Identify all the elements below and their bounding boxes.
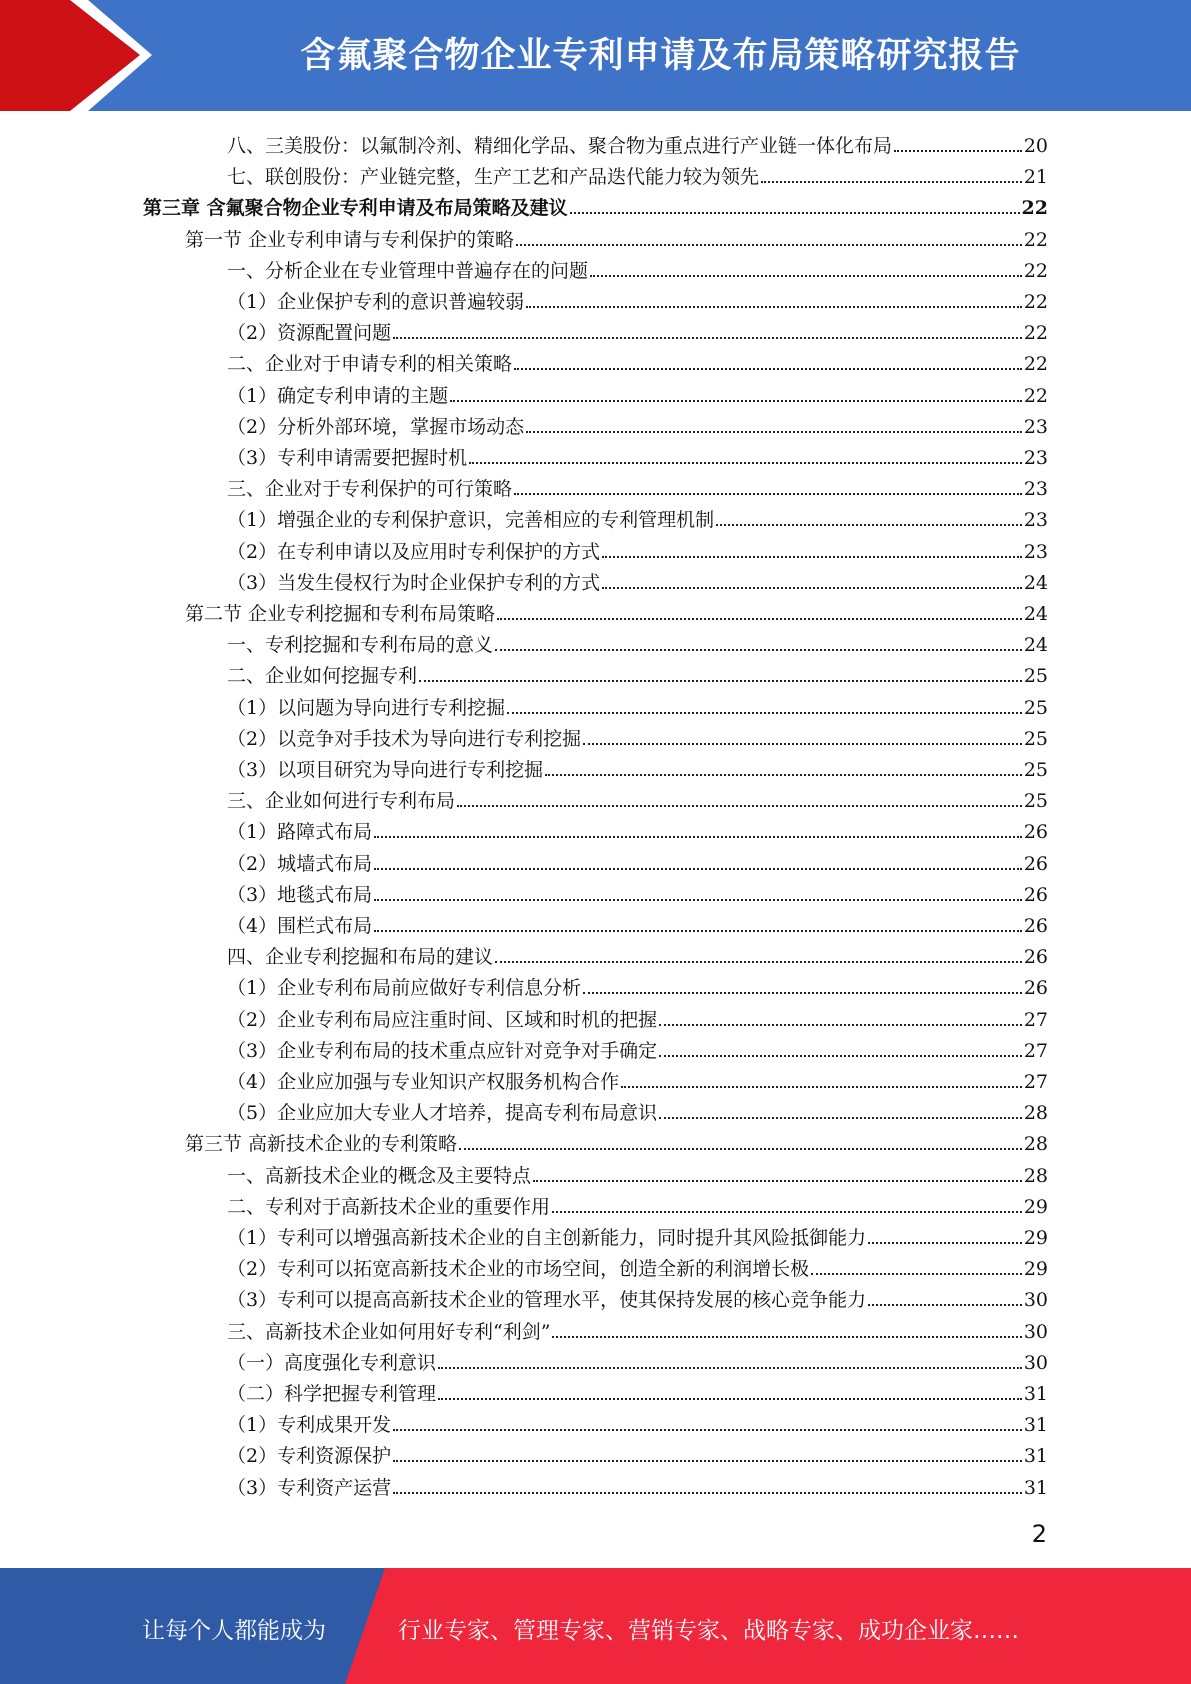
toc-entry[interactable]: [227, 501, 1048, 532]
toc-entry-page: 25: [1023, 790, 1048, 813]
toc-entry-title: 第一节 企业专利申请与专利保护的策略: [185, 228, 515, 251]
toc-entry-title: 一、高新技术企业的概念及主要特点: [227, 1164, 532, 1187]
toc-entry[interactable]: [227, 626, 1048, 657]
toc-leader-dots: [393, 337, 1022, 339]
toc-leader-dots: [545, 774, 1022, 776]
toc-entry-title: 三、企业如何进行专利布局: [227, 790, 456, 813]
toc-entry-title: （1）企业专利布局前应做好专利信息分析: [227, 977, 582, 1000]
toc-entry[interactable]: [227, 969, 1048, 1000]
toc-entry-title: （1）专利可以增强高新技术企业的自主创新能力，同时提升其风险抵御能力: [227, 1227, 867, 1249]
toc-entry[interactable]: [227, 408, 1048, 439]
toc-entry-page: 31: [1023, 1383, 1048, 1405]
toc-entry-page: 28: [1023, 1133, 1048, 1156]
page-number: 2: [1031, 1520, 1047, 1548]
toc-entry[interactable]: [227, 533, 1048, 564]
toc-entry[interactable]: [227, 813, 1048, 844]
toc-entry-title: 三、高新技术企业如何用好专利“利剑”: [227, 1320, 551, 1343]
toc-entry[interactable]: [185, 1125, 1048, 1156]
toc-entry[interactable]: [227, 377, 1048, 408]
toc-leader-dots: [583, 743, 1022, 745]
toc-entry-page: 30: [1023, 1320, 1048, 1343]
toc-entry-title: （4）围栏式布局: [227, 915, 373, 937]
toc-leader-dots: [602, 587, 1022, 589]
toc-entry-title: （2）在专利申请以及应用时专利保护的方式: [227, 540, 601, 563]
toc-entry-title: （1）确定专利申请的主题: [227, 384, 449, 407]
toc-entry-title: （1）企业保护专利的意识普遍较弱: [227, 291, 525, 313]
header-arrow-decoration: [0, 0, 170, 111]
toc-entry-page: 26: [1023, 883, 1048, 906]
toc-entry[interactable]: [227, 252, 1048, 283]
toc-entry-page: 31: [1023, 1414, 1048, 1437]
toc-entry[interactable]: [227, 1437, 1048, 1468]
toc-entry-page: 24: [1023, 603, 1048, 625]
toc-leader-dots: [868, 1304, 1022, 1306]
page-footer: [0, 1568, 1191, 1684]
toc-leader-dots: [374, 868, 1022, 870]
toc-entry-title: （1）增强企业的专利保护意识，完善相应的专利管理机制: [227, 509, 715, 532]
toc-entry-page: 31: [1023, 1445, 1048, 1468]
toc-entry[interactable]: [227, 751, 1048, 782]
toc-entry[interactable]: [227, 283, 1048, 314]
toc-leader-dots: [761, 181, 1022, 183]
toc-entry-title: 二、企业如何挖掘专利: [227, 665, 418, 688]
toc-entry-page: 26: [1023, 946, 1048, 969]
toc-entry-page: 26: [1023, 821, 1048, 844]
toc-leader-dots: [552, 1336, 1021, 1338]
toc-leader-dots: [438, 1367, 1022, 1369]
toc-entry-page: 22: [1023, 384, 1048, 407]
toc-entry-title: （2）资源配置问题: [227, 322, 392, 345]
toc-entry-page: 22: [1023, 259, 1048, 282]
toc-entry-title: 第三章 含氟聚合物企业专利申请及布局策略及建议: [143, 197, 568, 220]
toc-entry-title: （2）分析外部环境，掌握市场动态: [227, 415, 525, 438]
toc-entry-page: 25: [1023, 759, 1048, 781]
toc-entry-title: 第三节 高新技术企业的专利策略: [185, 1133, 458, 1156]
toc-entry-page: 29: [1023, 1258, 1048, 1281]
toc-entry-title: 二、专利对于高新技术企业的重要作用: [227, 1195, 551, 1218]
toc-entry-title: 三、企业对于专利保护的可行策略: [227, 478, 513, 501]
toc-entry-title: （3）以项目研究为导向进行专利挖掘: [227, 759, 544, 781]
toc-entry-page: 26: [1023, 852, 1048, 875]
toc-entry[interactable]: [227, 876, 1048, 907]
toc-entry[interactable]: [227, 1375, 1048, 1406]
toc-entry-page: 22: [1023, 322, 1048, 345]
toc-leader-dots: [602, 556, 1022, 558]
toc-entry-page: 22: [1023, 353, 1048, 376]
toc-entry[interactable]: [227, 689, 1048, 720]
toc-entry-page: 30: [1023, 1351, 1048, 1374]
toc-leader-dots: [811, 1273, 1022, 1275]
toc-entry[interactable]: [227, 845, 1048, 876]
toc-entry-page: 23: [1023, 478, 1048, 501]
toc-leader-dots: [374, 836, 1022, 838]
toc-leader-dots: [457, 805, 1022, 807]
toc-entry-title: （3）专利资产运营: [227, 1476, 392, 1499]
toc-entry[interactable]: [227, 657, 1048, 688]
toc-entry-title: （2）城墙式布局: [227, 852, 373, 875]
toc-entry[interactable]: [143, 189, 1048, 220]
toc-leader-dots: [419, 680, 1022, 682]
toc-entry-title: 第二节 企业专利挖掘和专利布局策略: [185, 603, 496, 625]
toc-entry[interactable]: [185, 595, 1048, 626]
toc-entry-page: 22: [1023, 228, 1048, 251]
toc-entry-page: 24: [1023, 571, 1048, 594]
toc-entry-page: 20: [1023, 135, 1048, 157]
toc-entry[interactable]: [227, 1001, 1048, 1032]
toc-entry-page: 28: [1023, 1164, 1048, 1187]
toc-entry[interactable]: [227, 1469, 1048, 1500]
toc-leader-dots: [526, 431, 1022, 433]
toc-leader-dots: [894, 150, 1022, 152]
toc-leader-dots: [469, 462, 1022, 464]
toc-entry-title: （5）企业应加大专业人才培养，提高专利布局意识: [227, 1102, 658, 1125]
toc-entry-page: 23: [1023, 540, 1048, 563]
toc-entry[interactable]: [185, 221, 1048, 252]
toc-entry-page: 26: [1023, 915, 1048, 937]
toc-leader-dots: [659, 1024, 1022, 1026]
toc-leader-dots: [570, 212, 1020, 214]
toc-entry[interactable]: [227, 1032, 1048, 1063]
toc-leader-dots: [450, 400, 1022, 402]
toc-entry[interactable]: [227, 782, 1048, 813]
footer-slogan-left: 让每个人都能成为: [142, 1618, 326, 1644]
toc-leader-dots: [659, 1117, 1022, 1119]
toc-leader-dots: [583, 992, 1022, 994]
toc-entry-page: 29: [1023, 1195, 1048, 1218]
toc-entry[interactable]: [227, 470, 1048, 501]
toc-entry-title: （3）专利可以提高高新技术企业的管理水平，使其保持发展的核心竞争能力: [227, 1289, 867, 1312]
toc-leader-dots: [393, 1492, 1022, 1494]
toc-leader-dots: [459, 1148, 1022, 1150]
toc-entry-title: （2）以竞争对手技术为导向进行专利挖掘: [227, 727, 582, 750]
toc-entry-title: （3）企业专利布局的技术重点应针对竞争对手确定: [227, 1039, 658, 1062]
toc-entry-page: 29: [1023, 1227, 1048, 1249]
toc-entry-page: 22: [1021, 197, 1048, 220]
report-title: 含氟聚合物企业专利申请及布局策略研究报告: [300, 36, 1021, 76]
toc-entry[interactable]: [227, 720, 1048, 751]
toc-entry-page: 23: [1023, 415, 1048, 438]
toc-entry[interactable]: [227, 158, 1048, 189]
toc-leader-dots: [868, 1242, 1022, 1244]
toc-entry[interactable]: [227, 938, 1048, 969]
toc-entry-page: 27: [1023, 1071, 1048, 1093]
toc-leader-dots: [590, 275, 1022, 277]
toc-leader-dots: [438, 1398, 1022, 1400]
toc-entry[interactable]: [227, 907, 1048, 938]
toc-entry-page: 25: [1023, 727, 1048, 750]
toc-entry-page: 25: [1023, 665, 1048, 688]
toc-entry-page: 26: [1023, 977, 1048, 1000]
toc-entry[interactable]: [227, 127, 1048, 158]
toc-entry[interactable]: [227, 1344, 1048, 1375]
toc-leader-dots: [497, 618, 1022, 620]
toc-entry[interactable]: [227, 439, 1048, 470]
toc-entry[interactable]: [227, 1313, 1048, 1344]
toc-entry-title: （3）当发生侵权行为时企业保护专利的方式: [227, 571, 601, 594]
toc-entry-page: 27: [1023, 1008, 1048, 1031]
toc-entry-page: 30: [1023, 1289, 1048, 1312]
toc-leader-dots: [514, 493, 1022, 495]
toc-entry-title: 八、三美股份：以氟制冷剂、精细化学品、聚合物为重点进行产业链一体化布局: [227, 135, 893, 157]
toc-entry-title: （2）专利可以拓宽高新技术企业的市场空间，创造全新的利润增长极: [227, 1258, 810, 1281]
toc-leader-dots: [495, 961, 1022, 963]
toc-entry-title: （1）以问题为导向进行专利挖掘: [227, 696, 506, 719]
toc-entry-title: （一）高度强化专利意识: [227, 1351, 437, 1374]
toc-leader-dots: [514, 368, 1022, 370]
toc-entry-title: 七、联创股份：产业链完整，生产工艺和产品迭代能力较为领先: [227, 166, 760, 189]
toc-entry-page: 31: [1023, 1476, 1048, 1499]
toc-entry-page: 22: [1023, 291, 1048, 313]
toc-entry[interactable]: [227, 1094, 1048, 1125]
toc-entry-title: （2）企业专利布局应注重时间、区域和时机的把握: [227, 1008, 658, 1031]
toc-leader-dots: [621, 1086, 1022, 1088]
toc-leader-dots: [393, 1460, 1022, 1462]
toc-entry[interactable]: [227, 1250, 1048, 1281]
toc-entry[interactable]: [227, 314, 1048, 345]
toc-entry[interactable]: [227, 1219, 1048, 1250]
toc-entry-page: 25: [1023, 696, 1048, 719]
toc-leader-dots: [533, 1180, 1022, 1182]
toc-entry[interactable]: [227, 1188, 1048, 1219]
toc-leader-dots: [507, 712, 1022, 714]
toc-entry-page: 21: [1023, 166, 1048, 189]
toc-entry[interactable]: [227, 1281, 1048, 1312]
toc-entry[interactable]: [227, 345, 1048, 376]
toc-entry-page: 28: [1023, 1102, 1048, 1125]
toc-entry-title: 一、专利挖掘和专利布局的意义: [227, 634, 494, 657]
toc-leader-dots: [374, 930, 1022, 932]
toc-entry-page: 27: [1023, 1039, 1048, 1062]
toc-entry-page: 23: [1023, 509, 1048, 532]
toc-leader-dots: [716, 524, 1022, 526]
toc-entry-title: （2）专利资源保护: [227, 1445, 392, 1468]
toc-entry-title: （1）路障式布局: [227, 821, 373, 844]
toc-leader-dots: [495, 649, 1022, 651]
toc-entry[interactable]: [227, 1157, 1048, 1188]
toc-leader-dots: [659, 1055, 1022, 1057]
toc-entry-title: 一、分析企业在专业管理中普遍存在的问题: [227, 259, 589, 282]
toc-leader-dots: [393, 1429, 1022, 1431]
toc-entry[interactable]: [227, 564, 1048, 595]
footer-slogan-right: 行业专家、管理专家、营销专家、战略专家、成功企业家……: [398, 1618, 1019, 1644]
toc-entry[interactable]: [227, 1406, 1048, 1437]
toc-entry-page: 24: [1023, 634, 1048, 657]
toc-entry-title: （3）地毯式布局: [227, 883, 373, 906]
page-header: [0, 0, 1191, 111]
toc-entry[interactable]: [227, 1063, 1048, 1094]
toc-leader-dots: [516, 244, 1022, 246]
toc-entry-title: （4）企业应加强与专业知识产权服务机构合作: [227, 1071, 620, 1093]
toc-entry-title: （3）专利申请需要把握时机: [227, 447, 468, 469]
toc-leader-dots: [552, 1211, 1022, 1213]
toc-entry-title: 四、企业专利挖掘和布局的建议: [227, 946, 494, 969]
toc-entry-page: 23: [1023, 447, 1048, 469]
toc-leader-dots: [526, 306, 1022, 308]
toc-leader-dots: [374, 899, 1022, 901]
toc-entry-title: （1）专利成果开发: [227, 1414, 392, 1437]
toc-entry-title: 二、企业对于申请专利的相关策略: [227, 353, 513, 376]
toc-entry-title: （二）科学把握专利管理: [227, 1383, 437, 1405]
